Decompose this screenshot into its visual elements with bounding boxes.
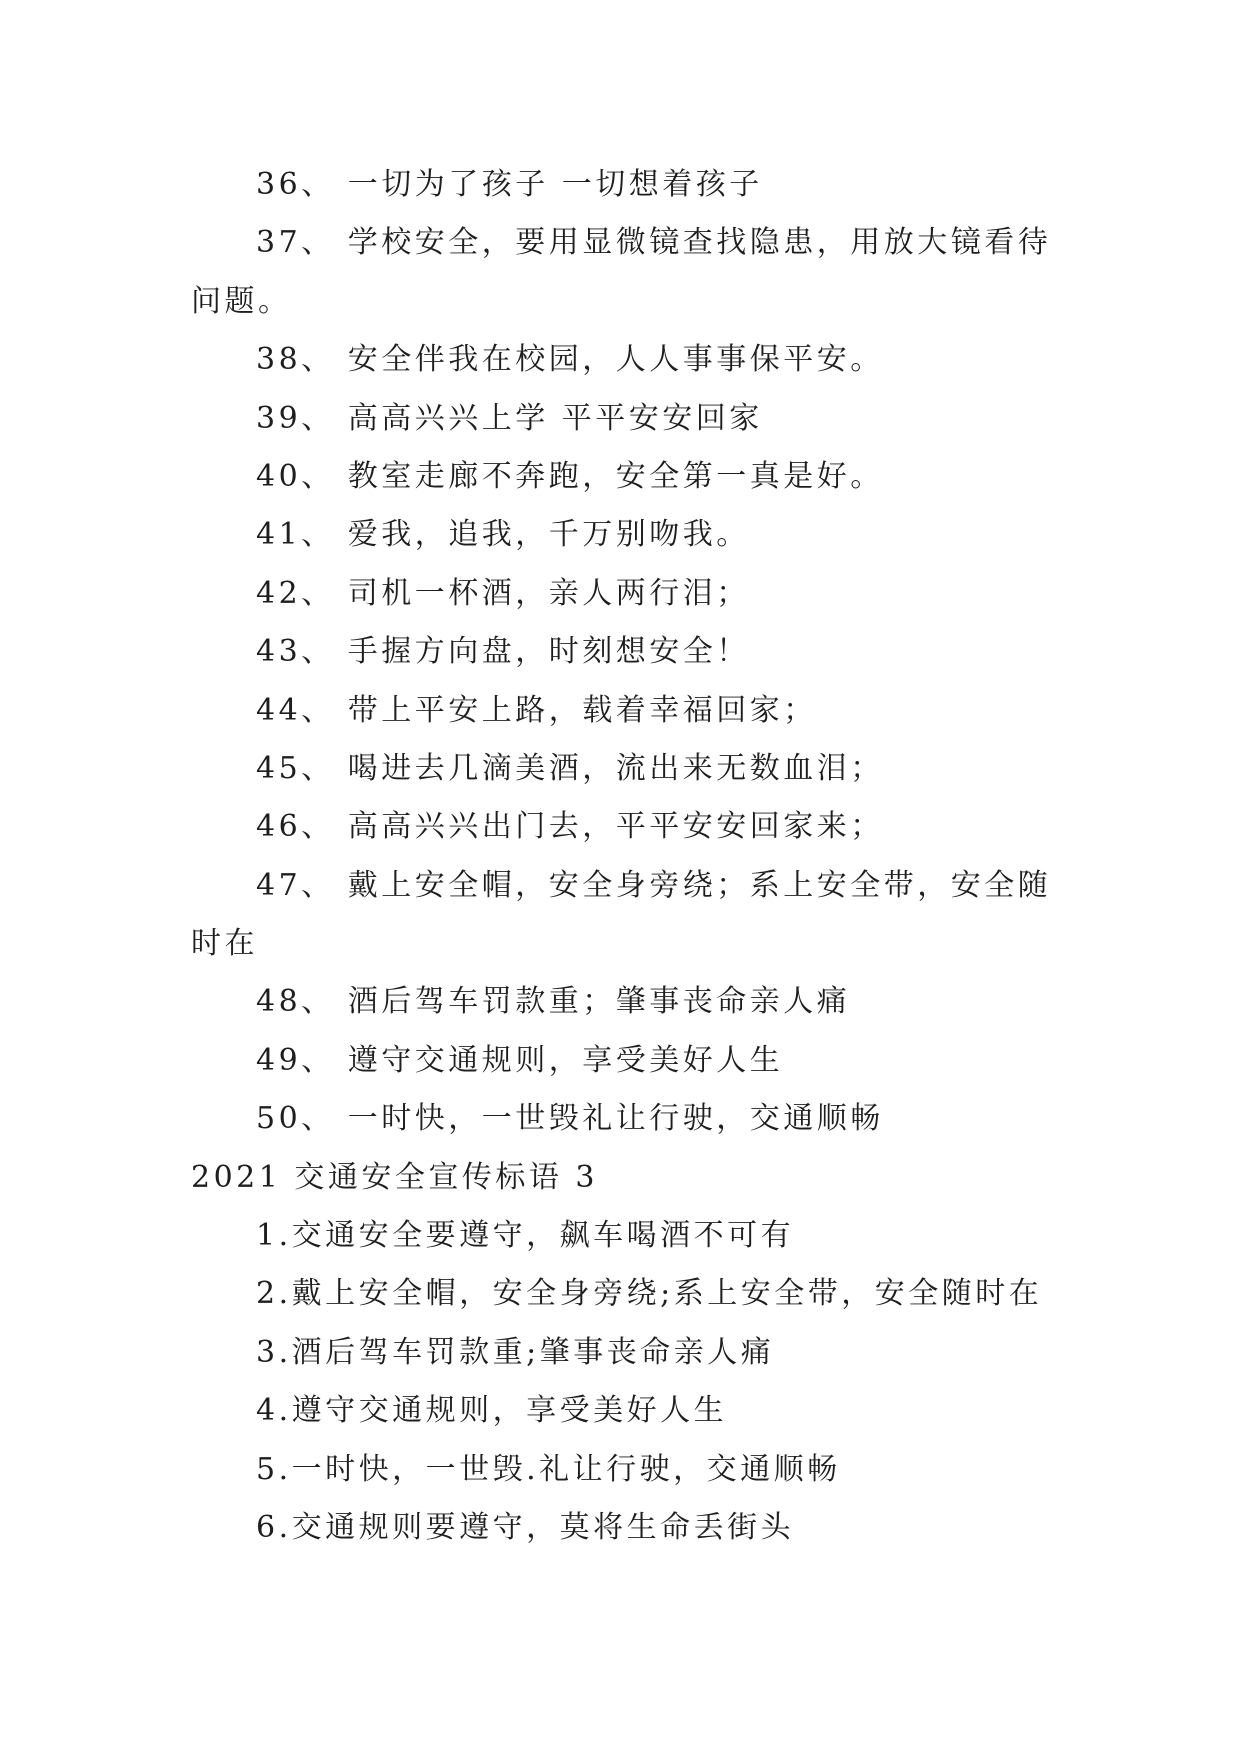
slogan-paragraph (191, 390, 1151, 448)
slogan-line: 45、 喝进去几滴美酒，流出来无数血泪； (256, 750, 884, 786)
slogan-line: 41、 爱我，追我，千万别吻我。 (256, 517, 750, 553)
slogan-paragraph (191, 740, 1151, 798)
slogan-paragraph (191, 565, 1151, 623)
slogan-line: 48、 酒后驾车罚款重；肇事丧命亲人痛 (256, 984, 851, 1020)
slogan-line-continuation: 时在 (191, 926, 258, 962)
slogan-paragraph (191, 857, 1151, 974)
slogan-paragraph (191, 331, 1151, 389)
list-item: 5.一时快，一世毁.礼让行驶，交通顺畅 (256, 1451, 841, 1487)
list-item: 2.戴上安全帽，安全身旁绕;系上安全带，安全随时在 (256, 1276, 1043, 1312)
slogan-line: 38、 安全伴我在校园，人人事事保平安。 (256, 342, 884, 378)
slogan-paragraph (191, 623, 1151, 681)
document-body (191, 156, 1151, 1557)
list-item: 1.交通安全要遵守，飙车喝酒不可有 (256, 1218, 795, 1254)
slogan-line: 36、 一切为了孩子 一切想着孩子 (256, 167, 763, 202)
slogan-paragraph (191, 1090, 1151, 1148)
slogan-paragraph (191, 156, 1151, 214)
slogan-paragraph (191, 214, 1151, 331)
slogan-paragraph (191, 448, 1151, 506)
slogan-line: 44、 带上平安上路，载着幸福回家； (256, 692, 817, 728)
slogan-line: 43、 手握方向盘，时刻想安全！ (256, 634, 750, 670)
slogan-paragraph (191, 973, 1151, 1031)
list-item: 4.遵守交通规则，享受美好人生 (256, 1393, 728, 1429)
section-heading: 2021 交通安全宣传标语 3 (191, 1159, 599, 1195)
slogan-line: 50、 一时快，一世毁礼让行驶，交通顺畅 (256, 1101, 884, 1137)
slogan-line: 40、 教室走廊不奔跑，安全第一真是好。 (256, 458, 884, 494)
slogan-line-continuation: 问题。 (191, 283, 292, 319)
slogan-paragraph (191, 682, 1151, 740)
slogan-line: 47、 戴上安全帽，安全身旁绕；系上安全带，安全随 (256, 867, 1052, 903)
slogan-line: 42、 司机一杯酒，亲人两行泪； (256, 575, 750, 611)
numbered-list (191, 1207, 1151, 1557)
slogan-paragraph (191, 1032, 1151, 1090)
slogan-line: 39、 高高兴兴上学 平平安安回家 (256, 400, 763, 436)
slogan-line: 46、 高高兴兴出门去，平平安安回家来； (256, 809, 884, 845)
slogan-line: 49、 遵守交通规则，享受美好人生 (256, 1042, 784, 1078)
list-item: 6.交通规则要遵守，莫将生命丢街头 (256, 1509, 795, 1545)
slogan-line: 37、 学校安全，要用显微镜查找隐患，用放大镜看待 (256, 225, 1052, 261)
slogan-paragraph (191, 506, 1151, 564)
slogan-paragraph (191, 798, 1151, 856)
list-item: 3.酒后驾车罚款重;肇事丧命亲人痛 (256, 1334, 775, 1370)
